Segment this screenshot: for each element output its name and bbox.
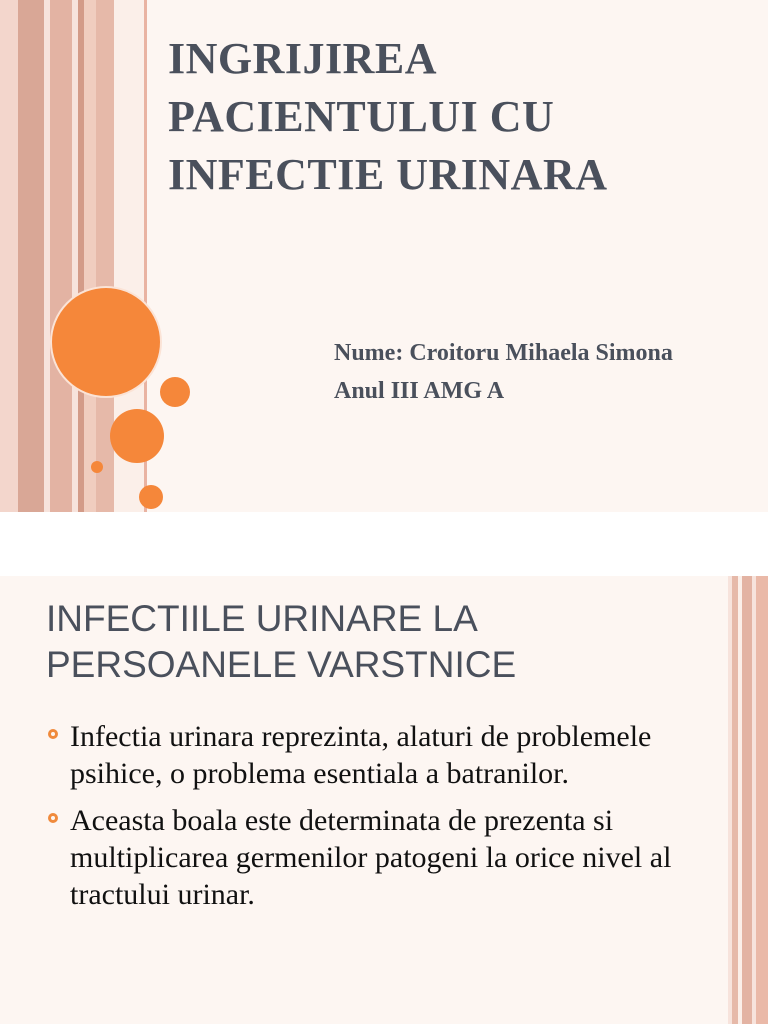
author-name: Nume: Croitoru Mihaela Simona: [334, 340, 673, 366]
slide-gap: [0, 512, 768, 576]
list-item: [46, 802, 686, 913]
heading-line: PERSOANELE VARSTNICE: [46, 644, 517, 685]
heading-line: INFECTIILE URINARE LA: [46, 598, 478, 639]
presentation-title: [168, 30, 748, 204]
slide-heading: [46, 596, 686, 688]
bullet-ring-icon: [48, 813, 58, 823]
title-line: PACIENTULUI CU: [168, 92, 555, 141]
bullet-list: [46, 718, 686, 923]
bullet-text: Aceasta boala este determinata de prezenta si multiplicarea germenilor patogeni la orice nivel al tractului urinar.: [70, 804, 672, 911]
bullet-text: Infectia urinara reprezinta, alaturi de problemele psihice, o problema esentiala a batranilor.: [70, 720, 652, 790]
bullet-ring-icon: [48, 729, 58, 739]
content-slide: [0, 576, 768, 1024]
author-info: [334, 334, 764, 410]
author-year: Anul III AMG A: [334, 378, 505, 404]
title-line: INGRIJIREA: [168, 34, 438, 83]
decorative-stripes: [728, 576, 768, 1024]
list-item: [46, 718, 686, 792]
title-line: INFECTIE URINARA: [168, 150, 608, 199]
